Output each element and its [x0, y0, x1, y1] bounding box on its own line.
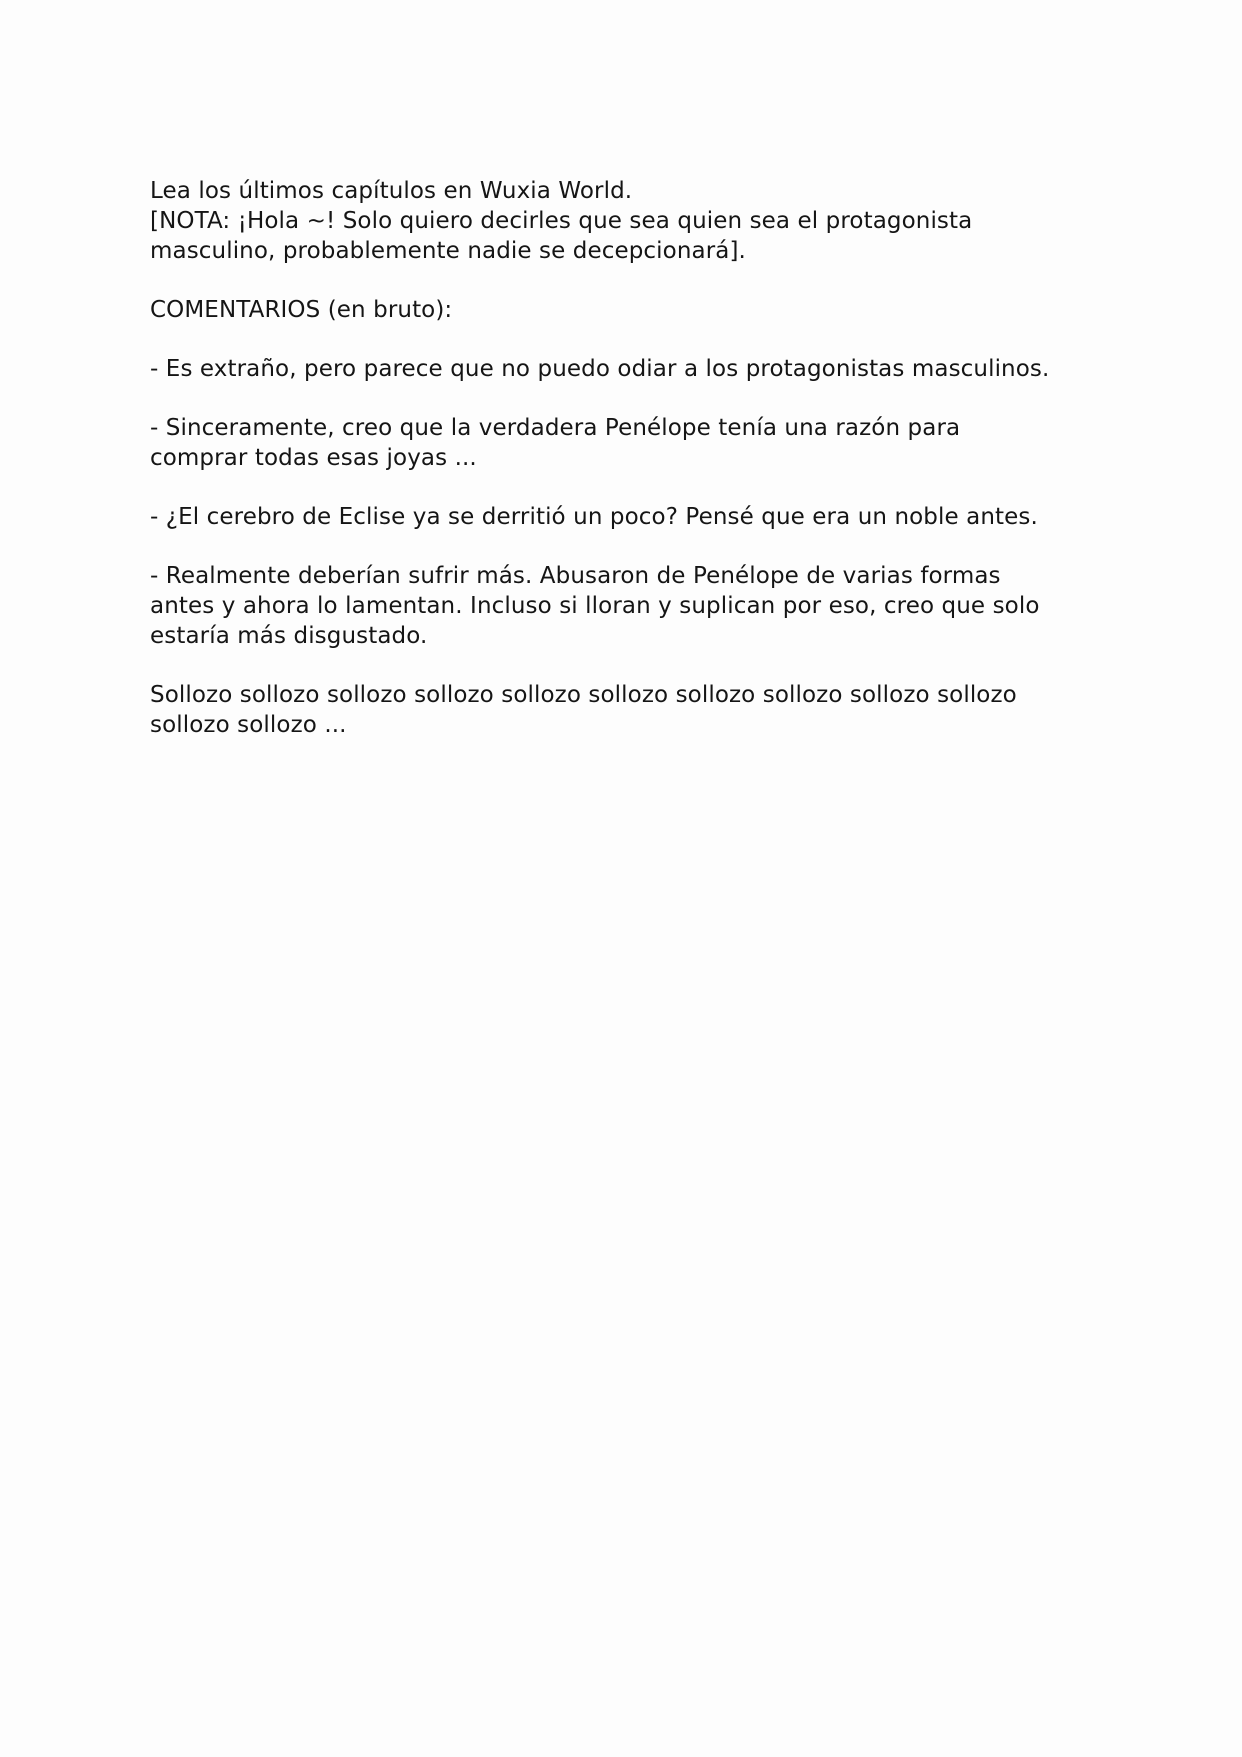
closing-line: sollozo sollozo ...: [150, 712, 347, 738]
closing-line: Sollozo sollozo sollozo sollozo sollozo sollozo sollozo sollozo sollozo sollozo: [150, 682, 1017, 708]
intro-line: [NOTA: ¡Hola ~! Solo quiero decirles que sea quien sea el protagonista: [150, 208, 973, 234]
comment-paragraph: [150, 354, 1100, 384]
intro-line: masculino, probablemente nadie se decepcionará].: [150, 238, 746, 264]
comment-line: comprar todas esas joyas ...: [150, 445, 477, 471]
comment-line: antes y ahora lo lamentan. Incluso si lloran y suplican por eso, creo que solo: [150, 593, 1040, 619]
intro-line: Lea los últimos capítulos en Wuxia World.: [150, 178, 633, 204]
comment-paragraph: [150, 502, 1100, 532]
comment-line: - Es extraño, pero parece que no puedo odiar a los protagonistas masculinos.: [150, 356, 1050, 382]
paragraph-spacer: [150, 266, 1100, 295]
paragraph-spacer: [150, 384, 1100, 413]
paragraph-spacer: [150, 651, 1100, 680]
closing-paragraph: [150, 680, 1100, 740]
paragraph-spacer: [150, 473, 1100, 502]
comments-heading: COMENTARIOS (en bruto):: [150, 297, 453, 323]
comment-line: - Realmente deberían sufrir más. Abusaron de Penélope de varias formas: [150, 563, 1001, 589]
intro-paragraph: [150, 176, 1100, 266]
comment-paragraph: [150, 561, 1100, 651]
document-body: [150, 176, 1100, 740]
comment-paragraph: [150, 413, 1100, 473]
comment-line: - ¿El cerebro de Eclise ya se derritió un poco? Pensé que era un noble antes.: [150, 504, 1038, 530]
paragraph-spacer: [150, 532, 1100, 561]
comment-line: - Sinceramente, creo que la verdadera Penélope tenía una razón para: [150, 415, 961, 441]
comment-line: estaría más disgustado.: [150, 623, 428, 649]
paragraph-spacer: [150, 325, 1100, 354]
